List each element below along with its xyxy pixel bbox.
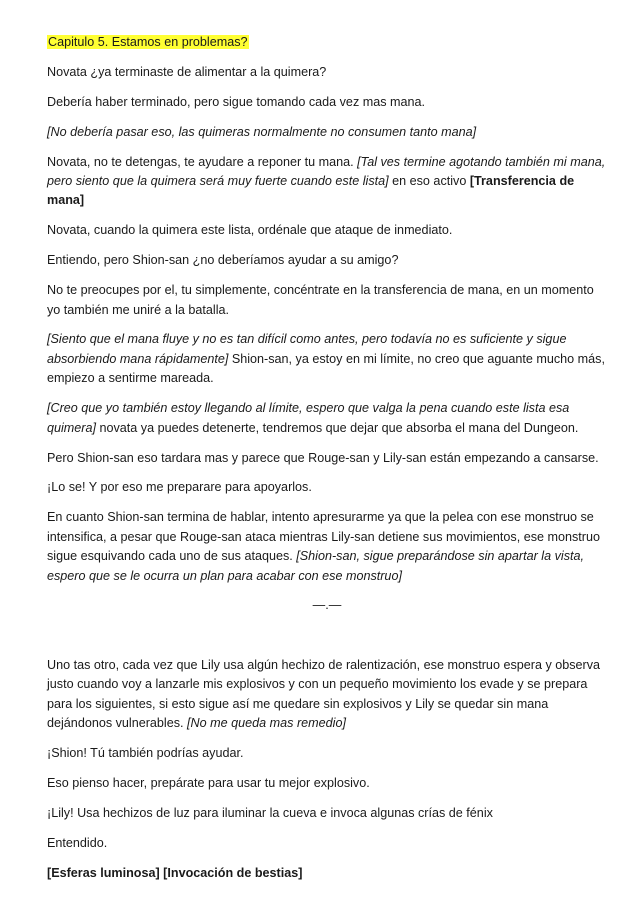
skill-name: [Transferencia de mana]: [47, 174, 575, 208]
chapter-title-paragraph: [47, 33, 607, 52]
thought-text: [No debería pasar eso, las quimeras normalmente no consumen tanto mana]: [47, 124, 477, 139]
thought-text: [Creo que yo también estoy llegando al límite, espero que valga la pena cuando este lista esa quimera]: [47, 401, 570, 435]
dialogue-text: novata ya puedes detenerte, tendremos que dejar que absorba el mana del Dungeon.: [96, 420, 579, 435]
paragraph-12: [47, 508, 607, 586]
skill-names: [Esferas luminosa] [Invocación de bestias]: [47, 865, 303, 880]
paragraph-14: ¡Shion! Tú también podrías ayudar.: [47, 745, 244, 760]
paragraph-4: [47, 153, 607, 211]
thought-text: [No me queda mas remedio]: [187, 716, 346, 731]
paragraph-9: [47, 399, 607, 438]
scene-separator: —.—: [312, 598, 342, 613]
paragraph-3: [47, 123, 607, 142]
dialogue-text: Shion-san, ya estoy en mi límite, no creo que aguante mucho más, empiezo a sentirme mareada.: [47, 351, 605, 386]
thought-text: [Shion-san, sigue preparándose sin apartar la vista, espero que se le ocurra un plan para acabar con ese monstruo]: [47, 549, 584, 583]
paragraph-1: Novata ¿ya terminaste de alimentar a la quimera?: [47, 64, 327, 79]
paragraph-2: Debería haber terminado, pero sigue tomando cada vez mas mana.: [47, 94, 426, 109]
dialogue-text: Novata, no te detengas, te ayudare a reponer tu mana.: [47, 154, 358, 169]
paragraph-16: ¡Lily! Usa hechizos de luz para iluminar la cueva e invoca algunas crías de fénix: [47, 805, 493, 820]
thought-text: [Tal ves termine agotando también mi mana, pero siento que la quimera será muy fuerte cuando este lista]: [47, 154, 606, 189]
paragraph-8: [47, 330, 607, 388]
paragraph-15: Eso pienso hacer, prepárate para usar tu mejor explosivo.: [47, 775, 370, 790]
paragraph-11: ¡Lo se! Y por eso me preparare para apoyarlos.: [47, 480, 312, 495]
paragraph-5: Novata, cuando la quimera este lista, ordénale que ataque de inmediato.: [47, 223, 453, 238]
paragraph-17: Entendido.: [47, 835, 108, 850]
blank-line: [47, 626, 607, 656]
paragraph-18: [47, 864, 607, 883]
paragraph-10: Pero Shion-san eso tardara mas y parece que Rouge-san y Lily-san están empezando a cansarse.: [47, 450, 599, 465]
paragraph-13: [47, 656, 607, 734]
thought-text: [Siento que el mana fluye y no es tan difícil como antes, pero todavía no es suficiente y sigue absorbiendo mana rápidamente]: [47, 332, 567, 366]
chapter-title: Capitulo 5. Estamos en problemas?: [48, 35, 248, 49]
narration-text: En cuanto Shion-san termina de hablar, intento apresurarme ya que la pelea con ese monstruo se intensifica, a pesar que Rouge-san ataca mientras Lily-san detiene sus movimientos, ese monstruo sigue esquivando cada uno de sus ataques.: [47, 510, 601, 564]
narration-text: en eso activo: [388, 174, 470, 189]
paragraph-7: No te preocupes por el, tu simplemente, concéntrate en la transferencia de mana, en un momento yo también me uniré a la batalla.: [47, 283, 594, 317]
document-page: [47, 33, 607, 894]
narration-text: Uno tas otro, cada vez que Lily usa algún hechizo de ralentización, ese monstruo espera y observa justo cuando voy a lanzarle mis explosivos y con un pequeño movimiento los evade y se prepara para los siguientes, si esto sigue así me quedare sin explosivos y Lily se quedar sin mana dejándonos vulnerables.: [47, 657, 601, 731]
paragraph-6: Entiendo, pero Shion-san ¿no deberíamos ayudar a su amigo?: [47, 253, 399, 268]
